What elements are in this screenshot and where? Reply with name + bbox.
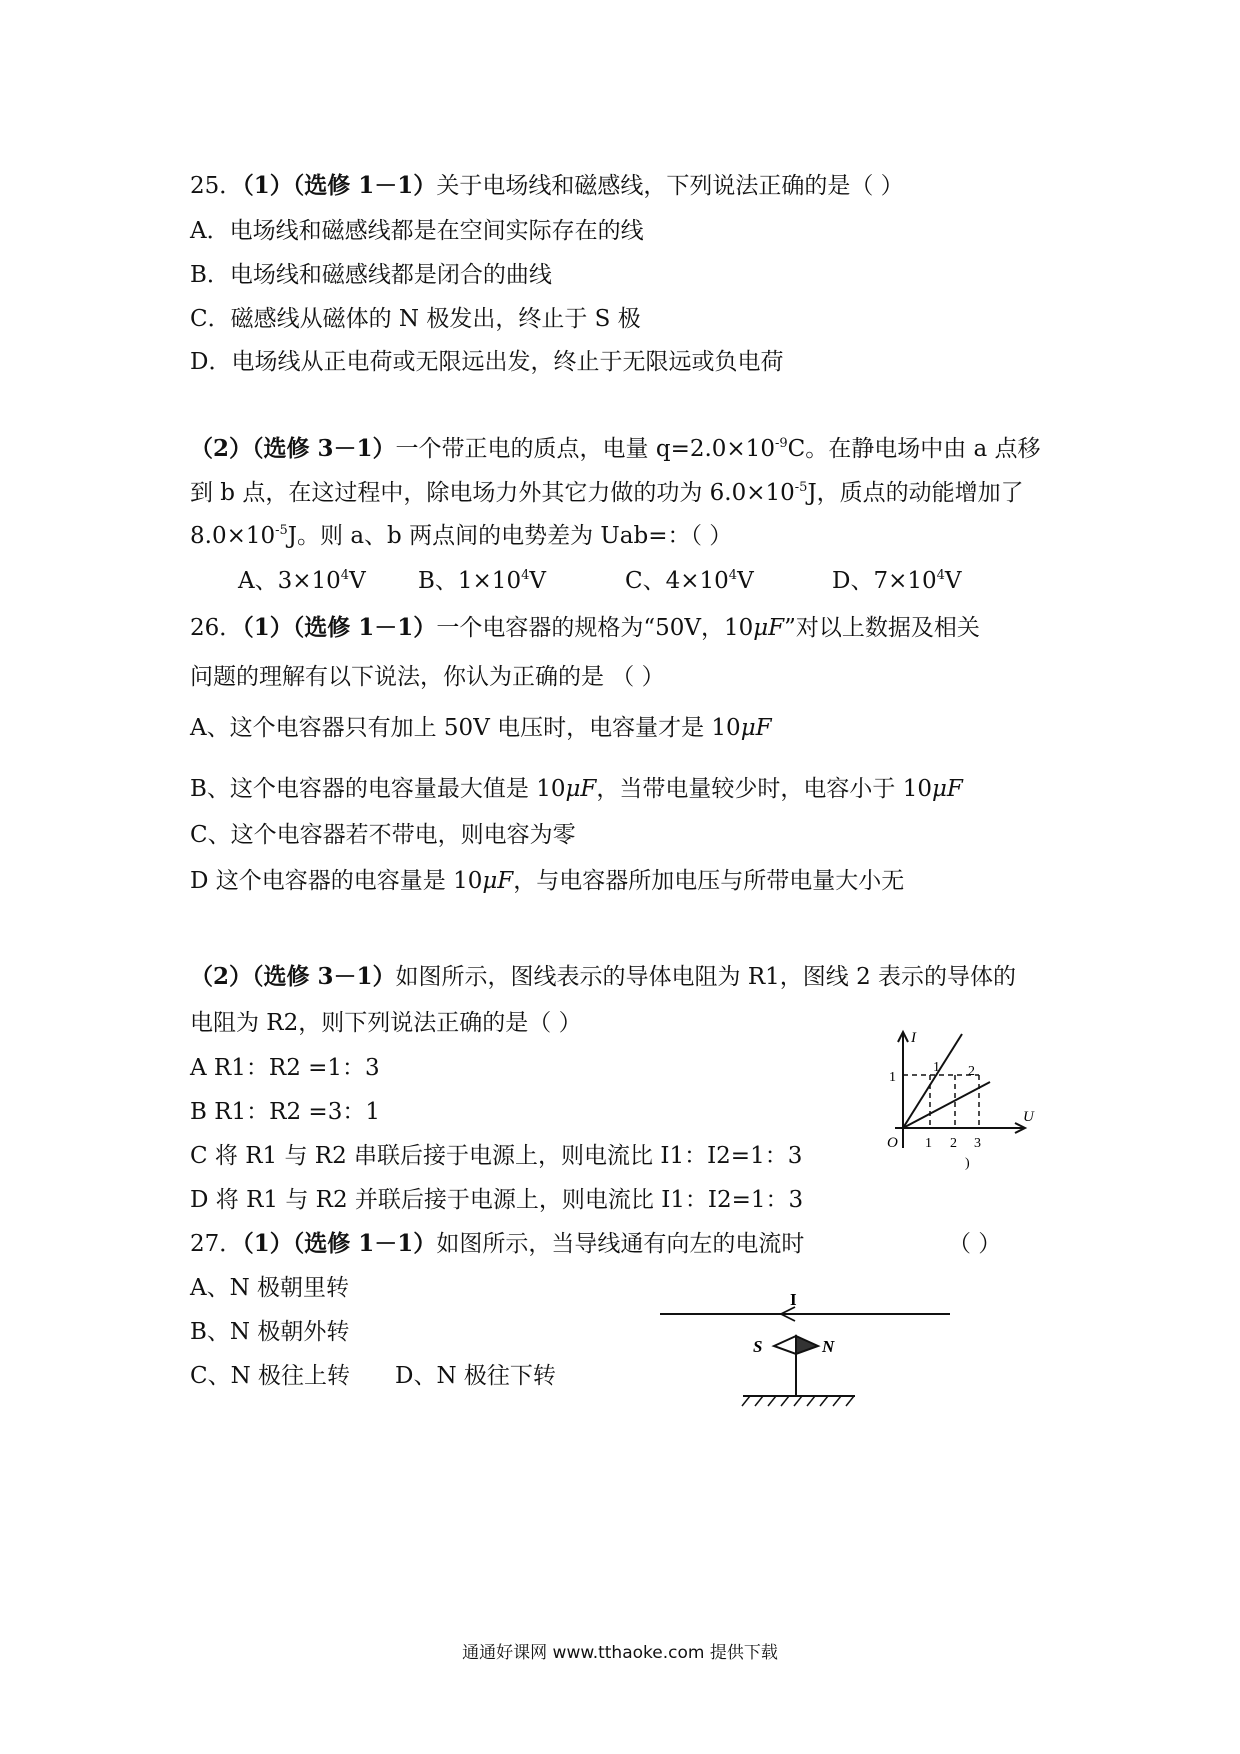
option-text: ，当带电量较少时，电容小于 10 [596,776,932,802]
option-text: D、7×10 [832,568,937,594]
q26-p1-text: 一个电容器的规格为“50V，10 [436,615,754,641]
q27-p1-tag: （选修 1－1） [292,1230,437,1257]
unit-microfarad: μF [565,776,597,802]
q26-p1-tag: （选修 1－1） [292,614,437,641]
q26-p2-option-b: B R1：R2 =3：1 [190,1099,380,1125]
q26-p1-stem-line1 [190,613,980,643]
q25-p2-text-b: C。在静电场中由 a 点移 [787,436,1041,462]
q27-p1-option-c: C、N 极往上转 [190,1363,351,1389]
option-text: C、4×10 [625,568,729,594]
q25-p2-exponent: -9 [774,436,788,451]
x-tick-1: 1 [925,1136,932,1151]
stray-paren: ) [965,1156,970,1170]
q25-p2-option-a [238,566,366,596]
q25-p2-stem-line1 [190,434,1041,464]
option-text: B、1×10 [418,568,522,594]
option-text: B、这个电容器的电容量最大值是 10 [190,776,566,802]
q26-p1-text: ”对以上数据及相关 [784,615,980,641]
option-text: A、这个电容器只有加上 50V 电压时，电容量才是 10 [190,715,741,741]
q25-p1-tag: （选修 1－1） [292,172,437,199]
q25-p2-option-d [832,566,962,596]
unit-microfarad: μF [931,776,963,802]
compass-needle-south [774,1336,796,1354]
q25-p2-stem-line3 [190,521,732,551]
page-footer: 通通好课网 www.tthaoke.com 提供下载 [462,1643,778,1663]
q26-p1-option-b [190,774,963,804]
option-text: D 这个电容器的电容量是 10 [190,868,483,894]
q27-p1-stem [190,1229,1045,1259]
q25-p2-stem-line2 [190,478,1024,508]
q25-p2-exponent: -5 [275,523,288,538]
south-pole-label: S [753,1337,763,1356]
q25-p2-text: J。则 a、b 两点间的电势差为 Uab=：（ ） [287,523,733,549]
q26-p1-stem-line2: 问题的理解有以下说法，你认为正确的是 （ ） [190,664,665,690]
line-1-label: 1 [933,1060,940,1075]
q27-p1-option-b: B、N 极朝外转 [190,1319,350,1345]
q25-p2-exponent: -5 [794,480,808,495]
q26-p1-part: （1） [242,614,293,641]
q25-p1-option-a: A．电场线和磁感线都是在空间实际存在的线 [190,218,644,244]
q26-p2-text: 如图所示，图线表示的导体电阻为 R1，图线 2 表示的导体的 [395,964,1017,990]
option-exponent: 4 [340,568,350,583]
q25-p2-text: 8.0×10 [190,523,276,549]
q26-number: 26． [190,615,243,641]
option-unit: V [944,568,962,594]
origin-label: O [887,1135,898,1151]
q26-p2-option-a: A R1：R2 =1：3 [190,1055,380,1081]
y-axis-label: I [911,1030,916,1046]
q26-p2-stem-line2: 电阻为 R2，则下列说法正确的是（ ） [190,1010,582,1036]
option-exponent: 4 [521,568,530,583]
q26-p2-part: （2） [190,963,253,990]
q25-p2-text-a: 一个带正电的质点，电量 q=2.0×10 [395,436,775,462]
q26-p1-option-c: C、这个电容器若不带电，则电容为零 [190,822,576,848]
q25-p2-text: 到 b 点，在这过程中，除电场力外其它力做的功为 6.0×10 [190,480,795,506]
q25-p1-option-d: D．电场线从正电荷或无限远出发，终止于无限远或负电荷 [190,349,784,375]
q25-p2-option-b [418,566,546,596]
north-pole-label: N [822,1337,835,1356]
q25-p2-tag: （选修 3－1） [252,435,396,462]
q25-number: 25． [190,173,243,199]
q27-p1-part: （1） [242,1230,293,1257]
x-tick-3: 3 [974,1136,981,1151]
compass-needle-north [796,1336,818,1354]
unit-microfarad: μF [753,615,785,641]
q25-p1-text: 关于电场线和磁感线，下列说法正确的是（ ） [436,173,904,199]
option-unit: V [349,568,366,594]
q27-p1-answer-paren: （ ） [948,1231,1002,1257]
q26-p2-option-c: C 将 R1 与 R2 串联后接于电源上，则电流比 I1：I2=1：3 [190,1143,803,1169]
line-2-label: 2 [968,1064,975,1079]
q25-p2-option-c [625,566,754,596]
iu-graph-figure [845,1020,1045,1170]
option-unit: V [737,568,754,594]
q26-p1-option-a [190,713,772,743]
q25-p1-stem [190,171,904,201]
q26-p1-option-d [190,866,904,896]
q25-p2-part: （2） [190,435,253,462]
option-exponent: 4 [728,568,738,583]
x-axis-label: U [1023,1109,1034,1125]
ground-hatch [742,1396,854,1406]
option-text: A、3×10 [238,568,341,594]
option-unit: V [529,568,546,594]
option-exponent: 4 [936,568,945,583]
y-tick-1: 1 [889,1070,896,1085]
option-text: ，与电容器所加电压与所带电量大小无 [513,868,905,894]
q27-p1-option-a: A、N 极朝里转 [190,1275,350,1301]
q25-p1-option-c: C．磁感线从磁体的 N 极发出，终止于 S 极 [190,306,641,332]
q27-number: 27． [190,1231,243,1257]
q25-p2-text: J，质点的动能增加了 [807,480,1024,506]
graph-line-2 [903,1082,990,1128]
x-tick-2: 2 [950,1136,957,1151]
wire-compass-figure [650,1288,960,1408]
q27-p1-text: 如图所示，当导线通有向左的电流时 [436,1231,805,1257]
q26-p2-option-d: D 将 R1 与 R2 并联后接于电源上，则电流比 I1：I2=1：3 [190,1187,804,1213]
q26-p2-stem-line1 [190,962,1016,992]
q27-p1-option-d: D、N 极往下转 [395,1363,556,1389]
q26-p2-tag: （选修 3－1） [252,963,396,990]
q25-p1-part: （1） [242,172,293,199]
unit-microfarad: μF [740,715,772,741]
current-label: I [790,1290,797,1309]
q25-p1-option-b: B．电场线和磁感线都是闭合的曲线 [190,262,552,288]
unit-microfarad: μF [482,868,514,894]
graph-line-1 [903,1034,962,1128]
